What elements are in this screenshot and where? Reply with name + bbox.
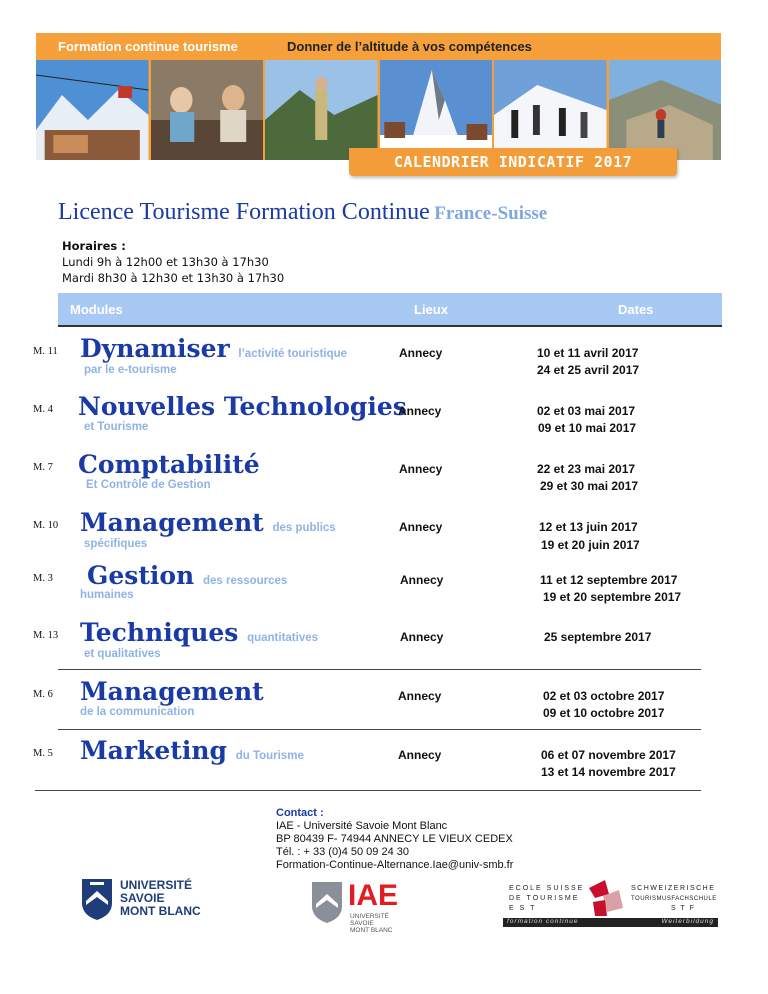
calendar-banner [349,148,677,176]
header-tagline-right: Donner de l’altitude à vos compétences [287,39,532,54]
module-title [80,508,336,537]
contact-address: BP 80439 F- 74944 ANNECY LE VIEUX CEDEX [276,833,513,845]
module-subtitle: spécifiques [84,538,148,550]
schedule-hours [62,238,284,286]
esst-bar-right: Weiterbildung [661,918,714,925]
contact-organisation: IAE - Université Savoie Mont Blanc [276,820,448,832]
esst-left-2: DE TOURISME [509,895,580,902]
hours-label: Horaires : [62,239,126,253]
module-code: M. 7 [33,462,53,473]
photo-climbers [607,60,722,160]
esst-right-3: S T F [671,905,696,912]
module-title-main: Gestion [87,561,195,590]
module-code: M. 10 [33,520,59,531]
module-title [80,334,347,363]
module-title-main: Techniques [80,618,239,647]
esst-bar-left: formation continue [507,918,579,925]
module-subtitle: de la communication [80,706,195,718]
page-title [58,199,547,226]
module-title-main: Marketing [80,736,227,765]
module-code: M. 3 [33,573,53,584]
module-subtitle: Et Contrôle de Gestion [86,479,211,491]
calendar-banner-label: CALENDRIER INDICATIF 2017 [393,153,633,171]
module-code: M. 5 [33,748,53,759]
module-title-inline: des publics [272,522,336,534]
module-title-main: Management [80,508,264,537]
logo-est-stf [503,880,718,928]
title-sub: France-Suisse [434,203,548,224]
module-location: Annecy [399,520,443,534]
contact-email[interactable]: Formation-Continue-Alternance.Iae@univ-smb.fr [276,859,514,871]
logo-usmb [80,875,210,923]
module-date-2: 09 et 10 mai 2017 [538,421,637,435]
module-date-1: 06 et 07 novembre 2017 [541,748,676,762]
header-tagline-left: Formation continue tourisme [58,39,238,54]
photo-hiker [263,60,378,160]
iae-sub-1: UNIVERSITÉ SAVOIE [350,913,390,927]
usmb-line-1: UNIVERSITÉ [120,878,193,892]
module-title [78,450,260,479]
row-divider [58,729,701,730]
module-date-1: 11 et 12 septembre 2017 [540,573,678,587]
module-location: Annecy [398,748,442,762]
iae-sub-2: MONT BLANC [350,927,393,934]
module-title [80,618,318,647]
row-divider [58,669,701,670]
module-date-2: 19 et 20 septembre 2017 [543,590,682,604]
esst-left-1: ECOLE SUISSE [509,885,585,892]
module-title-main: Management [80,677,264,706]
module-code: M. 11 [33,346,58,357]
iae-mark: IAE [348,879,399,912]
contact-block [276,807,513,872]
usmb-line-3: MONT BLANC [120,904,201,918]
header-lieux: Lieux [414,302,448,317]
module-title [80,736,304,765]
logo-iae [310,880,410,934]
photo-cable-car [36,60,149,160]
module-location: Annecy [400,573,444,587]
module-location: Annecy [398,689,442,703]
module-subtitle: et qualitatives [84,648,161,660]
module-date-2: 13 et 14 novembre 2017 [541,765,676,779]
iae-shield-icon [310,880,344,924]
module-code: M. 6 [33,689,53,700]
module-subtitle: par le e-tourisme [84,364,177,376]
module-date-1: 12 et 13 juin 2017 [539,520,638,534]
module-location: Annecy [399,346,443,360]
esst-right-2: TOURISMUSFACHSCHULE [631,896,717,902]
module-location: Annecy [398,404,442,418]
photo-reception [149,60,264,160]
module-date-2: 29 et 30 mai 2017 [540,479,639,493]
module-date-1: 25 septembre 2017 [544,630,652,644]
header-modules: Modules [70,302,123,317]
module-title-inline: quantitatives [247,632,319,644]
title-main: Licence Tourisme Formation Continue [58,199,430,225]
module-date-1: 02 et 03 octobre 2017 [543,689,665,703]
module-code: M. 4 [33,404,53,415]
photo-strip [36,60,721,160]
module-location: Annecy [399,462,443,476]
contact-label: Contact : [276,807,324,819]
module-title-main: Dynamiser [80,334,230,363]
module-subtitle: et Tourisme [84,421,149,433]
module-code: M. 13 [33,630,59,641]
module-date-2: 24 et 25 avril 2017 [537,363,640,377]
module-date-2: 19 et 20 juin 2017 [541,538,640,552]
hours-line-1: Lundi 9h à 12h00 et 13h30 à 17h30 [62,255,269,269]
module-date-1: 02 et 03 mai 2017 [537,404,636,418]
photo-matterhorn [378,60,493,160]
module-title-inline: du Tourisme [235,750,304,762]
module-date-1: 22 et 23 mai 2017 [537,462,636,476]
module-date-1: 10 et 11 avril 2017 [537,346,639,360]
esst-left-3: E S T [509,905,537,912]
contact-phone: Tél. : + 33 (0)4 50 09 24 30 [276,846,410,858]
esst-emblem-icon [585,880,625,918]
row-divider [35,790,701,791]
module-title [78,392,407,421]
module-location: Annecy [400,630,444,644]
esst-right-1: SCHWEIZERISCHE [631,885,716,892]
module-title-inline: l’activité touristique [238,348,348,360]
module-title-inline: des ressources [202,575,288,587]
module-title-main: Comptabilité [78,450,260,479]
usmb-line-2: SAVOIE [120,891,165,905]
photo-skiers [492,60,607,160]
module-title [87,561,287,590]
module-subtitle: humaines [80,589,134,601]
header-band [36,33,721,60]
module-date-2: 09 et 10 octobre 2017 [543,706,665,720]
table-header [58,293,722,327]
usmb-shield-icon [80,877,114,921]
hours-line-2: Mardi 8h30 à 12h30 et 13h30 à 17h30 [62,271,285,285]
module-title-main: Nouvelles Technologies [78,392,407,421]
module-title [80,677,264,706]
esst-bar [503,918,718,927]
header-dates: Dates [618,302,654,317]
